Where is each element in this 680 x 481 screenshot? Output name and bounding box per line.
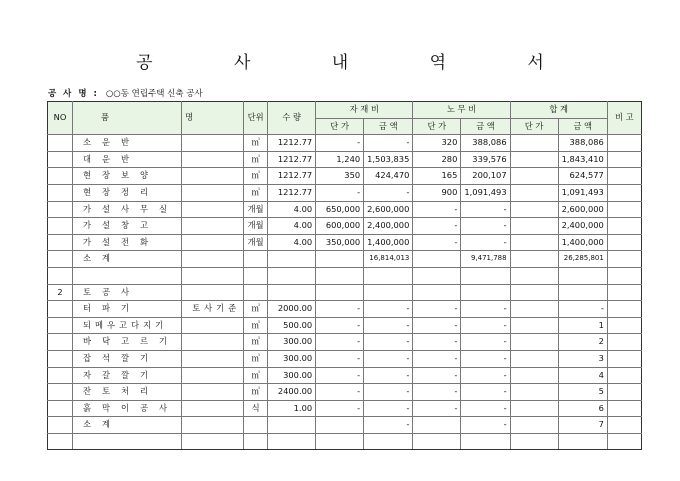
row-no (48, 201, 73, 218)
row-labor-amount: - (461, 417, 510, 434)
row-qty: 4.00 (268, 218, 316, 235)
row-unit: ㎥ (244, 151, 268, 168)
row-labor-unit-price: - (413, 334, 461, 351)
row-total-amount: 1,400,000 (558, 234, 607, 251)
header-qty: 수 량 (268, 102, 316, 135)
row-labor-amount: 1,091,493 (461, 184, 510, 201)
header-total: 합 계 (510, 102, 607, 119)
row-qty (268, 267, 316, 284)
row-material-amount: 424,470 (364, 168, 413, 185)
row-total-unit-price (510, 201, 558, 218)
row-unit (244, 284, 268, 301)
table-row (48, 234, 642, 251)
row-material-unit-price: - (316, 317, 364, 334)
table-row (48, 400, 642, 417)
row-spec (182, 251, 244, 268)
row-remark (607, 384, 641, 401)
row-spec (182, 367, 244, 384)
row-material-unit-price: - (316, 334, 364, 351)
row-total-amount: 624,577 (558, 168, 607, 185)
cost-breakdown-table (47, 101, 642, 450)
row-total-unit-price (510, 267, 558, 284)
row-qty: 300.00 (268, 367, 316, 384)
row-item-name: 흙막이공사 (73, 400, 182, 417)
header-item: 품 (73, 102, 182, 135)
row-spec: 토사기준 (182, 301, 244, 318)
row-material-unit-price (316, 417, 364, 434)
row-material-unit-price: - (316, 350, 364, 367)
row-unit: ㎥ (244, 317, 268, 334)
row-labor-amount (461, 267, 510, 284)
row-material-amount (364, 284, 413, 301)
row-unit: 개월 (244, 218, 268, 235)
row-item-name: 토공사 (73, 284, 182, 301)
row-unit (244, 251, 268, 268)
row-spec (182, 417, 244, 434)
row-total-unit-price (510, 168, 558, 185)
document-title: 공 사 내 역 서 (136, 53, 582, 73)
row-labor-amount: - (461, 400, 510, 417)
row-labor-unit-price: - (413, 234, 461, 251)
row-remark (607, 135, 641, 152)
row-no (48, 168, 73, 185)
header-remark: 비 고 (607, 102, 641, 135)
row-material-unit-price: 350 (316, 168, 364, 185)
row-total-amount: 4 (558, 367, 607, 384)
row-item-name: 가설전화 (73, 234, 182, 251)
header-labor-amount: 금 액 (461, 118, 510, 135)
row-total-amount: 2,400,000 (558, 218, 607, 235)
row-no (48, 234, 73, 251)
row-total-unit-price (510, 417, 558, 434)
row-no (48, 384, 73, 401)
table-row (48, 267, 642, 284)
table-row (48, 350, 642, 367)
row-total-unit-price (510, 184, 558, 201)
row-no (48, 350, 73, 367)
row-labor-amount: 200,107 (461, 168, 510, 185)
row-material-amount: - (364, 135, 413, 152)
row-material-amount: - (364, 367, 413, 384)
row-remark (607, 334, 641, 351)
row-material-amount: 1,400,000 (364, 234, 413, 251)
row-material-unit-price: - (316, 367, 364, 384)
row-spec (182, 168, 244, 185)
row-unit: ㎥ (244, 184, 268, 201)
row-spec (182, 350, 244, 367)
table-row (48, 334, 642, 351)
row-unit: ㎥ (244, 367, 268, 384)
row-item-name: 자갈깔기 (73, 367, 182, 384)
table-row (48, 301, 642, 318)
row-labor-unit-price (413, 251, 461, 268)
row-labor-amount: 388,086 (461, 135, 510, 152)
project-name: ○○동 연립주택 신축 공사 (105, 89, 203, 99)
row-total-unit-price (510, 384, 558, 401)
row-total-amount: 1 (558, 317, 607, 334)
row-material-unit-price (316, 251, 364, 268)
row-spec (182, 234, 244, 251)
row-remark (607, 168, 641, 185)
row-labor-unit-price: 165 (413, 168, 461, 185)
table-row (48, 384, 642, 401)
row-remark (607, 350, 641, 367)
row-item-name: 현장보양 (73, 168, 182, 185)
row-labor-unit-price: - (413, 218, 461, 235)
row-no (48, 218, 73, 235)
row-total-unit-price (510, 317, 558, 334)
header-labor-unit-price: 단 가 (413, 118, 461, 135)
row-item-name: 소계 (73, 251, 182, 268)
row-labor-amount (461, 284, 510, 301)
row-unit: 식 (244, 400, 268, 417)
row-total-amount: 388,086 (558, 135, 607, 152)
row-remark (607, 267, 641, 284)
row-item-name: 대운반 (73, 151, 182, 168)
row-total-unit-price (510, 151, 558, 168)
row-labor-unit-price: 320 (413, 135, 461, 152)
table-row (48, 201, 642, 218)
row-material-unit-price: 600,000 (316, 218, 364, 235)
header-material-unit-price: 단 가 (316, 118, 364, 135)
row-total-unit-price (510, 433, 558, 450)
row-item-name: 터파기 (73, 301, 182, 318)
row-total-amount: 1,843,410 (558, 151, 607, 168)
row-labor-unit-price (413, 433, 461, 450)
row-material-unit-price: 350,000 (316, 234, 364, 251)
row-remark (607, 433, 641, 450)
header-total-amount: 금 액 (558, 118, 607, 135)
table-row (48, 433, 642, 450)
row-qty: 2000.00 (268, 301, 316, 318)
row-material-unit-price: - (316, 400, 364, 417)
row-qty: 1212.77 (268, 135, 316, 152)
row-unit: 개월 (244, 234, 268, 251)
row-total-unit-price (510, 135, 558, 152)
row-remark (607, 234, 641, 251)
row-spec (182, 218, 244, 235)
row-item-name: 현장정리 (73, 184, 182, 201)
header-material-amount: 금 액 (364, 118, 413, 135)
row-remark (607, 301, 641, 318)
row-no (48, 367, 73, 384)
row-labor-unit-price: - (413, 400, 461, 417)
row-total-unit-price (510, 234, 558, 251)
row-total-amount: 3 (558, 350, 607, 367)
row-labor-unit-price (413, 417, 461, 434)
row-no (48, 400, 73, 417)
row-labor-unit-price: - (413, 384, 461, 401)
row-material-amount: - (364, 384, 413, 401)
row-labor-unit-price: - (413, 350, 461, 367)
row-no (48, 334, 73, 351)
row-unit (244, 267, 268, 284)
row-labor-amount: - (461, 334, 510, 351)
project-label: 공 사 명 : (48, 89, 99, 99)
header-material: 자 재 비 (316, 102, 413, 119)
row-labor-unit-price: - (413, 301, 461, 318)
row-item-name: 되메우고다지기 (73, 317, 182, 334)
row-item-name: 가설창고 (73, 218, 182, 235)
row-total-amount (558, 267, 607, 284)
row-qty: 1212.77 (268, 151, 316, 168)
header-item-2: 명 (182, 102, 244, 135)
header-no: NO (48, 102, 73, 135)
row-labor-amount: 339,576 (461, 151, 510, 168)
row-remark (607, 251, 641, 268)
row-item-name (73, 433, 182, 450)
row-qty: 300.00 (268, 350, 316, 367)
row-total-unit-price (510, 301, 558, 318)
row-material-amount (364, 433, 413, 450)
row-total-amount: 26,285,801 (558, 251, 607, 268)
row-material-unit-price (316, 267, 364, 284)
row-labor-unit-price (413, 267, 461, 284)
row-material-unit-price: - (316, 301, 364, 318)
row-no (48, 433, 73, 450)
row-total-amount: 1,091,493 (558, 184, 607, 201)
row-material-amount: - (364, 184, 413, 201)
table-row (48, 417, 642, 434)
row-material-unit-price (316, 433, 364, 450)
row-total-unit-price (510, 218, 558, 235)
row-qty: 1212.77 (268, 184, 316, 201)
row-qty (268, 417, 316, 434)
row-unit: ㎥ (244, 301, 268, 318)
row-material-amount (364, 267, 413, 284)
project-line (48, 87, 203, 99)
row-total-unit-price (510, 334, 558, 351)
row-labor-unit-price: - (413, 317, 461, 334)
row-material-unit-price (316, 284, 364, 301)
row-spec (182, 284, 244, 301)
row-remark (607, 417, 641, 434)
row-no (48, 267, 73, 284)
row-remark (607, 218, 641, 235)
row-total-amount (558, 433, 607, 450)
row-item-name (73, 267, 182, 284)
row-spec (182, 151, 244, 168)
row-spec (182, 135, 244, 152)
row-material-unit-price: - (316, 184, 364, 201)
row-qty: 500.00 (268, 317, 316, 334)
row-labor-amount: - (461, 350, 510, 367)
table-row (48, 251, 642, 268)
row-item-name: 잡석깔기 (73, 350, 182, 367)
row-total-amount: 5 (558, 384, 607, 401)
table-row (48, 367, 642, 384)
row-material-amount: - (364, 417, 413, 434)
row-remark (607, 201, 641, 218)
row-labor-amount: - (461, 218, 510, 235)
row-material-amount: 2,400,000 (364, 218, 413, 235)
row-unit: 개월 (244, 201, 268, 218)
row-spec (182, 201, 244, 218)
row-qty: 1212.77 (268, 168, 316, 185)
row-material-amount: - (364, 317, 413, 334)
row-total-unit-price (510, 400, 558, 417)
table-row (48, 184, 642, 201)
row-material-amount: 1,503,835 (364, 151, 413, 168)
row-labor-amount: - (461, 317, 510, 334)
row-qty: 2400.00 (268, 384, 316, 401)
row-unit (244, 433, 268, 450)
row-spec (182, 184, 244, 201)
row-qty (268, 284, 316, 301)
row-spec (182, 317, 244, 334)
table-row (48, 317, 642, 334)
row-item-name: 바닥고르기 (73, 334, 182, 351)
row-remark (607, 317, 641, 334)
row-material-unit-price: - (316, 135, 364, 152)
table-row (48, 151, 642, 168)
table-row (48, 168, 642, 185)
row-qty: 1.00 (268, 400, 316, 417)
row-spec (182, 267, 244, 284)
header-unit: 단위 (244, 102, 268, 135)
row-item-name: 가설사무실 (73, 201, 182, 218)
table-row (48, 218, 642, 235)
row-labor-unit-price: 280 (413, 151, 461, 168)
row-total-unit-price (510, 284, 558, 301)
row-labor-amount (461, 433, 510, 450)
row-spec (182, 400, 244, 417)
header-total-unit-price: 단 가 (510, 118, 558, 135)
row-total-unit-price (510, 350, 558, 367)
row-total-unit-price (510, 251, 558, 268)
row-total-amount: 7 (558, 417, 607, 434)
row-labor-amount: - (461, 301, 510, 318)
row-qty: 300.00 (268, 334, 316, 351)
row-unit: ㎥ (244, 384, 268, 401)
row-remark (607, 184, 641, 201)
row-qty (268, 251, 316, 268)
row-material-amount: - (364, 400, 413, 417)
header-labor: 노 무 비 (413, 102, 510, 119)
row-remark (607, 400, 641, 417)
table-row (48, 284, 642, 301)
row-total-amount: 2,600,000 (558, 201, 607, 218)
row-spec (182, 384, 244, 401)
row-item-name: 소운반 (73, 135, 182, 152)
row-material-unit-price: 650,000 (316, 201, 364, 218)
row-no (48, 135, 73, 152)
row-material-amount: - (364, 334, 413, 351)
row-labor-unit-price (413, 284, 461, 301)
row-no (48, 301, 73, 318)
row-qty: 4.00 (268, 234, 316, 251)
table-row (48, 135, 642, 152)
row-remark (607, 284, 641, 301)
row-labor-unit-price: 900 (413, 184, 461, 201)
row-item-name: 소계 (73, 417, 182, 434)
row-material-amount: 2,600,000 (364, 201, 413, 218)
row-total-amount: 2 (558, 334, 607, 351)
row-no (48, 251, 73, 268)
row-remark (607, 151, 641, 168)
row-unit: ㎥ (244, 350, 268, 367)
row-labor-unit-price: - (413, 367, 461, 384)
row-unit: ㎥ (244, 334, 268, 351)
row-total-amount: - (558, 301, 607, 318)
row-no (48, 151, 73, 168)
row-material-unit-price: - (316, 384, 364, 401)
row-labor-unit-price: - (413, 201, 461, 218)
row-labor-amount: - (461, 384, 510, 401)
row-material-amount: - (364, 350, 413, 367)
row-unit: ㎥ (244, 168, 268, 185)
row-total-amount (558, 284, 607, 301)
row-remark (607, 367, 641, 384)
row-unit (244, 417, 268, 434)
row-spec (182, 433, 244, 450)
row-total-unit-price (510, 367, 558, 384)
row-labor-amount: - (461, 234, 510, 251)
row-no (48, 417, 73, 434)
row-item-name: 잔토처리 (73, 384, 182, 401)
row-material-amount: 16,814,013 (364, 251, 413, 268)
row-no: 2 (48, 284, 73, 301)
row-labor-amount: 9,471,788 (461, 251, 510, 268)
row-labor-amount: - (461, 367, 510, 384)
row-spec (182, 334, 244, 351)
row-labor-amount: - (461, 201, 510, 218)
row-no (48, 184, 73, 201)
row-total-amount: 6 (558, 400, 607, 417)
row-no (48, 317, 73, 334)
row-unit: ㎥ (244, 135, 268, 152)
row-material-amount: - (364, 301, 413, 318)
row-qty: 4.00 (268, 201, 316, 218)
row-qty (268, 433, 316, 450)
row-material-unit-price: 1,240 (316, 151, 364, 168)
